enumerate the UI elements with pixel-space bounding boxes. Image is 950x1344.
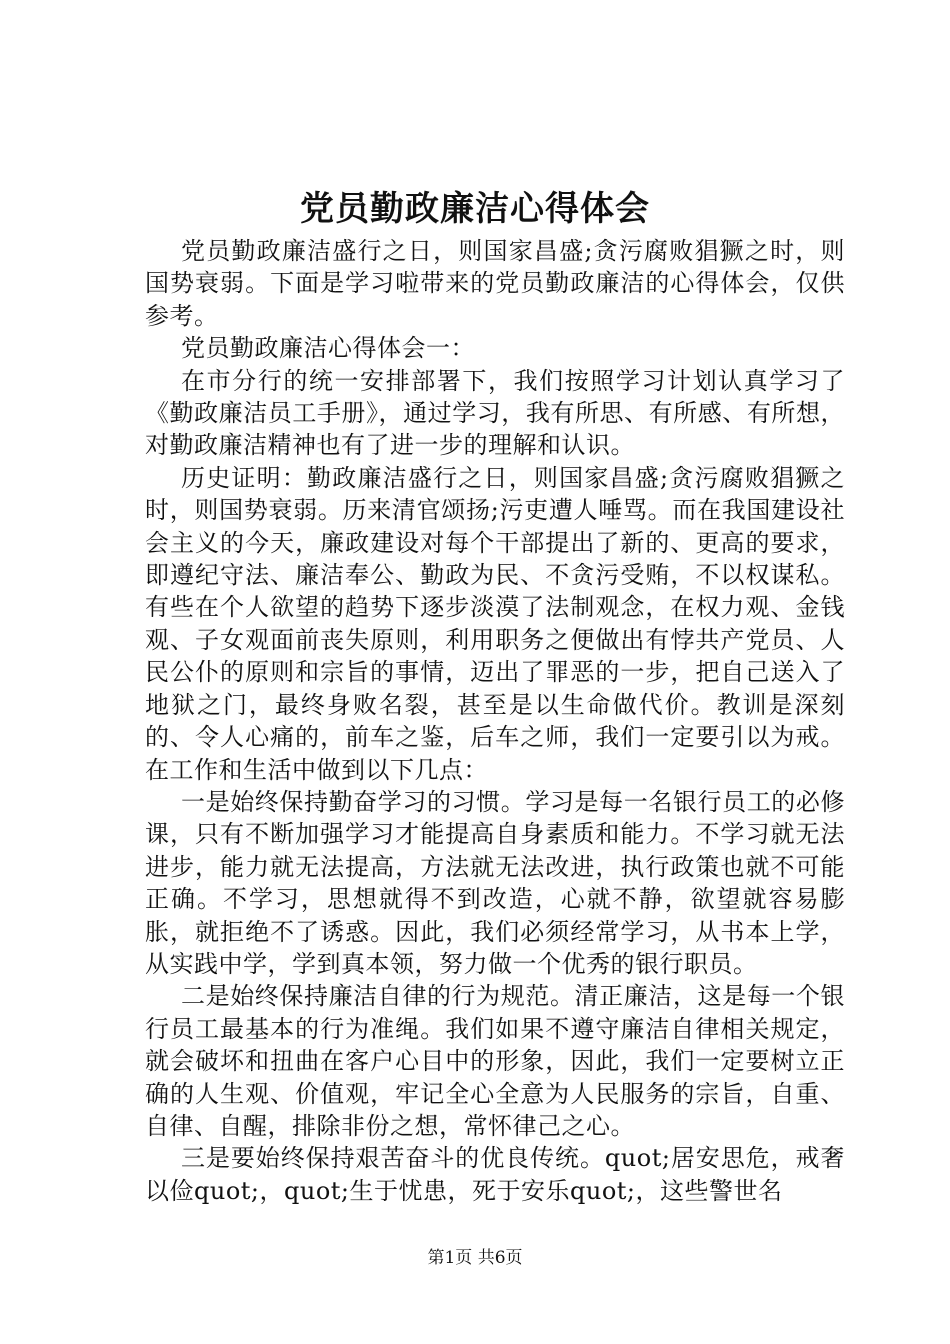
document-body (145, 235, 845, 1207)
document-title: 党员勤政廉洁心得体会 (300, 189, 650, 229)
paragraph-intro: 党员勤政廉洁盛行之日，则国家昌盛;贪污腐败猖獗之时，则国势衰弱。下面是学习啦带来的党员勤政廉洁的心得体会，仅供参考。 (145, 237, 845, 330)
paragraph-point-two: 二是始终保持廉洁自律的行为规范。清正廉洁，这是每一个银行员工最基本的行为准绳。我们如果不遵守廉洁自律相关规定，就会破坏和扭曲在客户心目中的形象，因此，我们一定要树立正确的人生观、价值观，牢记全心全意为人民服务的宗旨，自重、自律、自醒，排除非份之想，常怀律己之心。 (145, 982, 845, 1140)
page-number-footer: 第1页 共6页 (427, 1248, 523, 1268)
paragraph-point-one: 一是始终保持勤奋学习的习惯。学习是每一名银行员工的必修课，只有不断加强学习才能提高自身素质和能力。不学习就无法进步，能力就无法提高，方法就无法改进，执行政策也就不可能正确。不学习，思想就得不到改造，心就不静，欲望就容易膨胀，就拒绝不了诱惑。因此，我们必须经常学习，从书本上学，从实践中学，学到真本领，努力做一个优秀的银行职员。 (145, 787, 845, 978)
paragraph-history: 历史证明：勤政廉洁盛行之日，则国家昌盛;贪污腐败猖獗之时，则国势衰弱。历来清官颂扬;污吏遭人唾骂。而在我国建设社会主义的今天，廉政建设对每个干部提出了新的、更高的要求，即遵纪守法、廉洁奉公、勤政为民、不贪污受贿，不以权谋私。有些在个人欲望的趋势下逐步淡漠了法制观念，在权力观、金钱观、子女观面前丧失原则，利用职务之便做出有悖共产党员、人民公仆的原则和宗旨的事情，迈出了罪恶的一步，把自己送入了地狱之门，最终身败名裂，甚至是以生命做代价。教训是深刻的、令人心痛的，前车之鉴，后车之师，我们一定要引以为戒。在工作和生活中做到以下几点： (145, 463, 845, 784)
paragraph-study-handbook: 在市分行的统一安排部署下，我们按照学习计划认真学习了《勤政廉洁员工手册》，通过学习，我有所思、有所感、有所想，对勤政廉洁精神也有了进一步的理解和认识。 (145, 366, 845, 460)
paragraph-heading-one: 党员勤政廉洁心得体会一： (181, 334, 475, 363)
paragraph-point-three: 三是要始终保持艰苦奋斗的优良传统。quot;居安思危，戒奢以俭quot;，quot;生于忧患，死于安乐quot;，这些警世名 (145, 1144, 845, 1205)
